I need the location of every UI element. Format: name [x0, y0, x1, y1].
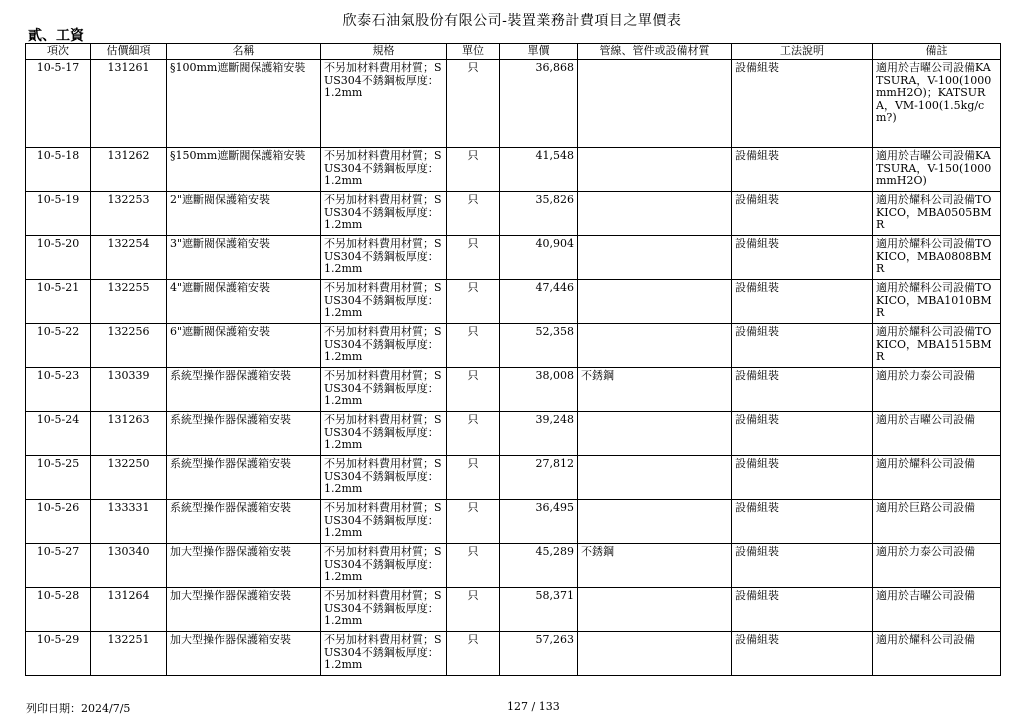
cell-name: 6"遮斷閥保護箱安裝	[167, 324, 321, 368]
cell-detail: 132253	[91, 192, 167, 236]
cell-material	[578, 412, 732, 456]
cell-method: 設備組裝	[732, 324, 873, 368]
table-row	[26, 368, 1001, 412]
cell-name: 加大型操作器保護箱安裝	[167, 632, 321, 676]
cell-method: 設備組裝	[732, 588, 873, 632]
cell-code: 10-5-24	[26, 412, 91, 456]
cell-detail: 131264	[91, 588, 167, 632]
cell-spec: 不另加材料費用材質；SUS304不銹鋼板厚度：1.2mm	[321, 236, 447, 280]
cell-material	[578, 148, 732, 192]
cell-detail: 130340	[91, 544, 167, 588]
cell-price: 41,548	[500, 148, 578, 192]
cell-spec: 不另加材料費用材質；SUS304不銹鋼板厚度：1.2mm	[321, 280, 447, 324]
table-row	[26, 412, 1001, 456]
cell-code: 10-5-18	[26, 148, 91, 192]
cell-unit: 只	[447, 412, 500, 456]
cell-price: 40,904	[500, 236, 578, 280]
cell-material	[578, 456, 732, 500]
cell-unit: 只	[447, 632, 500, 676]
cell-price: 47,446	[500, 280, 578, 324]
cell-code: 10-5-21	[26, 280, 91, 324]
cell-spec: 不另加材料費用材質；SUS304不銹鋼板厚度：1.2mm	[321, 324, 447, 368]
cell-name: 系統型操作器保護箱安裝	[167, 456, 321, 500]
table-row	[26, 632, 1001, 676]
cell-price: 57,263	[500, 632, 578, 676]
cell-note: 適用於耀科公司設備TOKICO，MBA1010BMR	[873, 280, 1001, 324]
cell-method: 設備組裝	[732, 148, 873, 192]
cell-name: 系統型操作器保護箱安裝	[167, 368, 321, 412]
cell-unit: 只	[447, 324, 500, 368]
header-method: 工法說明	[732, 44, 873, 60]
cell-method: 設備組裝	[732, 280, 873, 324]
cell-detail: 130339	[91, 368, 167, 412]
table-row	[26, 500, 1001, 544]
cell-note: 適用於耀科公司設備	[873, 456, 1001, 500]
cell-price: 35,826	[500, 192, 578, 236]
cell-material	[578, 632, 732, 676]
cell-note: 適用於耀科公司設備TOKICO，MBA0505BMR	[873, 192, 1001, 236]
cell-material: 不銹鋼	[578, 368, 732, 412]
header-spec: 規格	[321, 44, 447, 60]
cell-detail: 131263	[91, 412, 167, 456]
cell-method: 設備組裝	[732, 632, 873, 676]
cell-method: 設備組裝	[732, 60, 873, 148]
cell-unit: 只	[447, 148, 500, 192]
cell-price: 58,371	[500, 588, 578, 632]
cell-unit: 只	[447, 588, 500, 632]
cell-material: 不銹鋼	[578, 544, 732, 588]
cell-detail: 132251	[91, 632, 167, 676]
cell-method: 設備組裝	[732, 544, 873, 588]
cell-name: 系統型操作器保護箱安裝	[167, 500, 321, 544]
cell-detail: 133331	[91, 500, 167, 544]
cell-code: 10-5-29	[26, 632, 91, 676]
cell-price: 36,868	[500, 60, 578, 148]
cell-name: 加大型操作器保護箱安裝	[167, 544, 321, 588]
table-row	[26, 324, 1001, 368]
cell-spec: 不另加材料費用材質；SUS304不銹鋼板厚度：1.2mm	[321, 544, 447, 588]
cell-method: 設備組裝	[732, 412, 873, 456]
header-price: 單價	[500, 44, 578, 60]
cell-note: 適用於力泰公司設備	[873, 544, 1001, 588]
cell-name: 3"遮斷閥保護箱安裝	[167, 236, 321, 280]
cell-code: 10-5-20	[26, 236, 91, 280]
table-row	[26, 280, 1001, 324]
cell-note: 適用於吉曜公司設備KATSURA，V-150(1000mmH2O)	[873, 148, 1001, 192]
cell-spec: 不另加材料費用材質；SUS304不銹鋼板厚度：1.2mm	[321, 148, 447, 192]
cell-note: 適用於耀科公司設備	[873, 632, 1001, 676]
cell-unit: 只	[447, 456, 500, 500]
cell-method: 設備組裝	[732, 456, 873, 500]
cell-code: 10-5-28	[26, 588, 91, 632]
cell-code: 10-5-26	[26, 500, 91, 544]
cell-price: 27,812	[500, 456, 578, 500]
cell-note: 適用於巨路公司設備	[873, 500, 1001, 544]
cell-material	[578, 280, 732, 324]
table-row	[26, 148, 1001, 192]
cell-name: 系統型操作器保護箱安裝	[167, 412, 321, 456]
cell-detail: 132250	[91, 456, 167, 500]
table-header-row	[26, 44, 1001, 60]
table-row	[26, 456, 1001, 500]
cell-method: 設備組裝	[732, 368, 873, 412]
cell-unit: 只	[447, 544, 500, 588]
cell-material	[578, 588, 732, 632]
cell-note: 適用於耀科公司設備TOKICO，MBA0808BMR	[873, 236, 1001, 280]
cell-spec: 不另加材料費用材質；SUS304不銹鋼板厚度：1.2mm	[321, 412, 447, 456]
cell-unit: 只	[447, 280, 500, 324]
cell-unit: 只	[447, 236, 500, 280]
cell-code: 10-5-17	[26, 60, 91, 148]
table-row	[26, 192, 1001, 236]
table-row	[26, 236, 1001, 280]
cell-price: 38,008	[500, 368, 578, 412]
cell-material	[578, 324, 732, 368]
cell-code: 10-5-25	[26, 456, 91, 500]
cell-material	[578, 236, 732, 280]
cell-detail: 132255	[91, 280, 167, 324]
cell-spec: 不另加材料費用材質；SUS304不銹鋼板厚度：1.2mm	[321, 192, 447, 236]
cell-note: 適用於吉曜公司設備	[873, 588, 1001, 632]
table-row	[26, 544, 1001, 588]
print-date: 列印日期：2024/7/5	[26, 702, 131, 715]
price-table	[25, 43, 1001, 676]
cell-detail: 131262	[91, 148, 167, 192]
section-title: 貳、工資	[28, 28, 84, 44]
cell-method: 設備組裝	[732, 500, 873, 544]
cell-unit: 只	[447, 368, 500, 412]
header-code: 項次	[26, 44, 91, 60]
cell-name: §150mm遮斷閥保護箱安裝	[167, 148, 321, 192]
cell-spec: 不另加材料費用材質；SUS304不銹鋼板厚度：1.2mm	[321, 632, 447, 676]
cell-code: 10-5-19	[26, 192, 91, 236]
cell-spec: 不另加材料費用材質；SUS304不銹鋼板厚度：1.2mm	[321, 456, 447, 500]
cell-unit: 只	[447, 192, 500, 236]
cell-spec: 不另加材料費用材質；SUS304不銹鋼板厚度：1.2mm	[321, 500, 447, 544]
cell-spec: 不另加材料費用材質；SUS304不銹鋼板厚度：1.2mm	[321, 60, 447, 148]
cell-code: 10-5-23	[26, 368, 91, 412]
cell-material	[578, 500, 732, 544]
header-unit: 單位	[447, 44, 500, 60]
header-material: 管線、管件或設備材質	[578, 44, 732, 60]
cell-note: 適用於力泰公司設備	[873, 368, 1001, 412]
header-name: 名稱	[167, 44, 321, 60]
cell-material	[578, 60, 732, 148]
cell-price: 45,289	[500, 544, 578, 588]
cell-method: 設備組裝	[732, 192, 873, 236]
cell-detail: 131261	[91, 60, 167, 148]
page-number: 127 / 133	[507, 700, 560, 713]
header-note: 備註	[873, 44, 1001, 60]
table-row	[26, 60, 1001, 148]
cell-code: 10-5-22	[26, 324, 91, 368]
cell-price: 36,495	[500, 500, 578, 544]
cell-note: 適用於吉曜公司設備	[873, 412, 1001, 456]
document-title: 欣泰石油氣股份有限公司-裝置業務計費項目之單價表	[342, 13, 682, 29]
cell-detail: 132256	[91, 324, 167, 368]
cell-price: 52,358	[500, 324, 578, 368]
cell-detail: 132254	[91, 236, 167, 280]
cell-unit: 只	[447, 60, 500, 148]
cell-name: 2"遮斷閥保護箱安裝	[167, 192, 321, 236]
cell-unit: 只	[447, 500, 500, 544]
cell-note: 適用於吉曜公司設備KATSURA，V-100(1000mmH2O)；KATSURA，VM-100(1.5kg/cm?)	[873, 60, 1001, 148]
header-detail: 估價細項	[91, 44, 167, 60]
cell-code: 10-5-27	[26, 544, 91, 588]
cell-method: 設備組裝	[732, 236, 873, 280]
table-row	[26, 588, 1001, 632]
cell-name: 加大型操作器保護箱安裝	[167, 588, 321, 632]
cell-name: §100mm遮斷閥保護箱安裝	[167, 60, 321, 148]
cell-name: 4"遮斷閥保護箱安裝	[167, 280, 321, 324]
cell-material	[578, 192, 732, 236]
cell-spec: 不另加材料費用材質；SUS304不銹鋼板厚度：1.2mm	[321, 588, 447, 632]
cell-price: 39,248	[500, 412, 578, 456]
cell-spec: 不另加材料費用材質；SUS304不銹鋼板厚度：1.2mm	[321, 368, 447, 412]
cell-note: 適用於耀科公司設備TOKICO，MBA1515BMR	[873, 324, 1001, 368]
